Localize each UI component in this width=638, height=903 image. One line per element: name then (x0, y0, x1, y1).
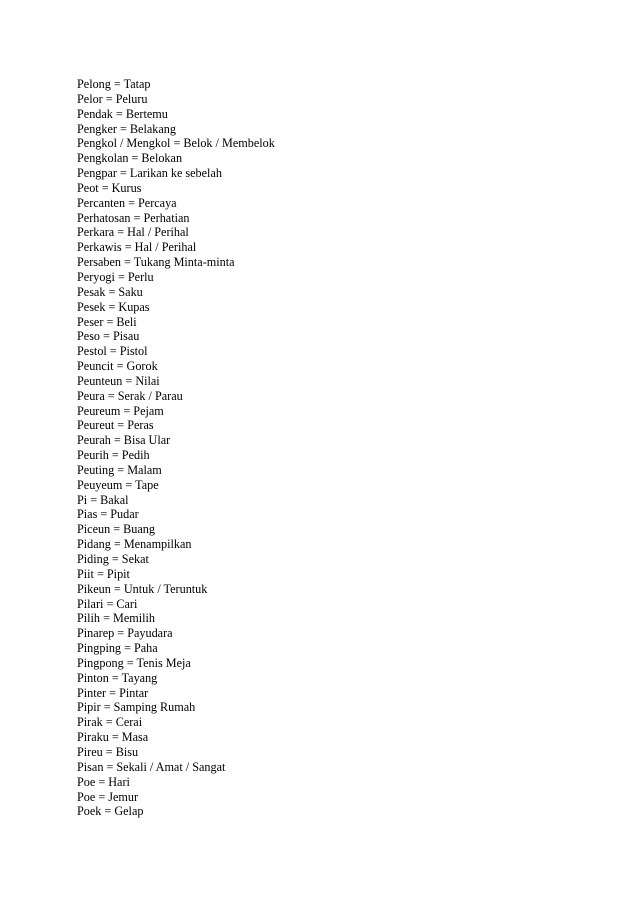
glossary-entry: Pingpong = Tenis Meja (77, 655, 191, 670)
glossary-entry: Pireu = Bisu (77, 744, 139, 759)
glossary-entry: Pelong = Tatap (77, 77, 151, 91)
glossary-entry: Pestol = Pistol (77, 344, 148, 359)
glossary-entry: Percanten = Percaya (77, 195, 177, 210)
glossary-list (77, 77, 275, 819)
glossary-entry: Pesek = Kupas (77, 299, 150, 314)
glossary-entry: Poe = Hari (77, 774, 130, 789)
glossary-entry: Peso = Pisau (77, 329, 140, 344)
glossary-entry: Perkara = Hal / Perihal (77, 225, 189, 240)
glossary-entry: Pinter = Pintar (77, 685, 149, 700)
glossary-entry: Peryogi = Perlu (77, 269, 154, 284)
glossary-entry: Pinarep = Payudara (77, 626, 173, 641)
glossary-entry: Pengkol / Mengkol = Belok / Membelok (77, 136, 275, 151)
glossary-entry: Pidang = Menampilkan (77, 537, 192, 552)
glossary-entry: Pilih = Memilih (77, 611, 155, 626)
glossary-entry: Pipir = Samping Rumah (77, 700, 196, 715)
glossary-entry: Peura = Serak / Parau (77, 388, 183, 403)
glossary-entry: Pingping = Paha (77, 641, 158, 656)
glossary-entry: Piceun = Buang (77, 522, 155, 537)
glossary-entry: Peuyeum = Tape (77, 477, 159, 492)
glossary-entry: Pi = Bakal (77, 492, 129, 507)
glossary-entry: Poe = Jemur (77, 789, 139, 804)
glossary-entry: Piraku = Masa (77, 730, 149, 745)
glossary-entry: Pengpar = Larikan ke sebelah (77, 166, 222, 181)
glossary-entry: Peot = Kurus (77, 180, 142, 195)
glossary-entry: Perkawis = Hal / Perihal (77, 240, 197, 255)
glossary-entry: Piding = Sekat (77, 552, 149, 566)
glossary-entry: Pilari = Cari (77, 596, 138, 611)
glossary-entry: Pelor = Peluru (77, 91, 148, 106)
glossary-entry: Peuncit = Gorok (77, 359, 158, 374)
glossary-entry: Peurah = Bisa Ular (77, 433, 171, 448)
glossary-entry: Peser = Beli (77, 314, 137, 329)
glossary-entry: Pengker = Belakang (77, 121, 176, 136)
glossary-entry: Peunteun = Nilai (77, 373, 160, 388)
glossary-entry: Poek = Gelap (77, 804, 144, 819)
glossary-entry: Perhatosan = Perhatian (77, 210, 190, 225)
glossary-entry: Peureut = Peras (77, 418, 154, 433)
glossary-entry: Persaben = Tukang Minta-minta (77, 255, 235, 270)
glossary-entry: Pirak = Cerai (77, 715, 143, 730)
glossary-entry: Peuting = Malam (77, 462, 162, 477)
glossary-entry: Pikeun = Untuk / Teruntuk (77, 581, 208, 596)
glossary-entry: Peurih = Pedih (77, 448, 150, 463)
glossary-entry: Piit = Pipit (77, 566, 130, 581)
glossary-entry: Pias = Pudar (77, 507, 139, 522)
glossary-entry: Pisan = Sekali / Amat / Sangat (77, 759, 226, 774)
glossary-entry: Pinton = Tayang (77, 670, 158, 685)
glossary-entry: Pengkolan = Belokan (77, 151, 183, 166)
glossary-entry: Pesak = Saku (77, 284, 143, 299)
glossary-entry: Pendak = Bertemu (77, 106, 168, 121)
glossary-entry: Peureum = Pejam (77, 403, 164, 418)
